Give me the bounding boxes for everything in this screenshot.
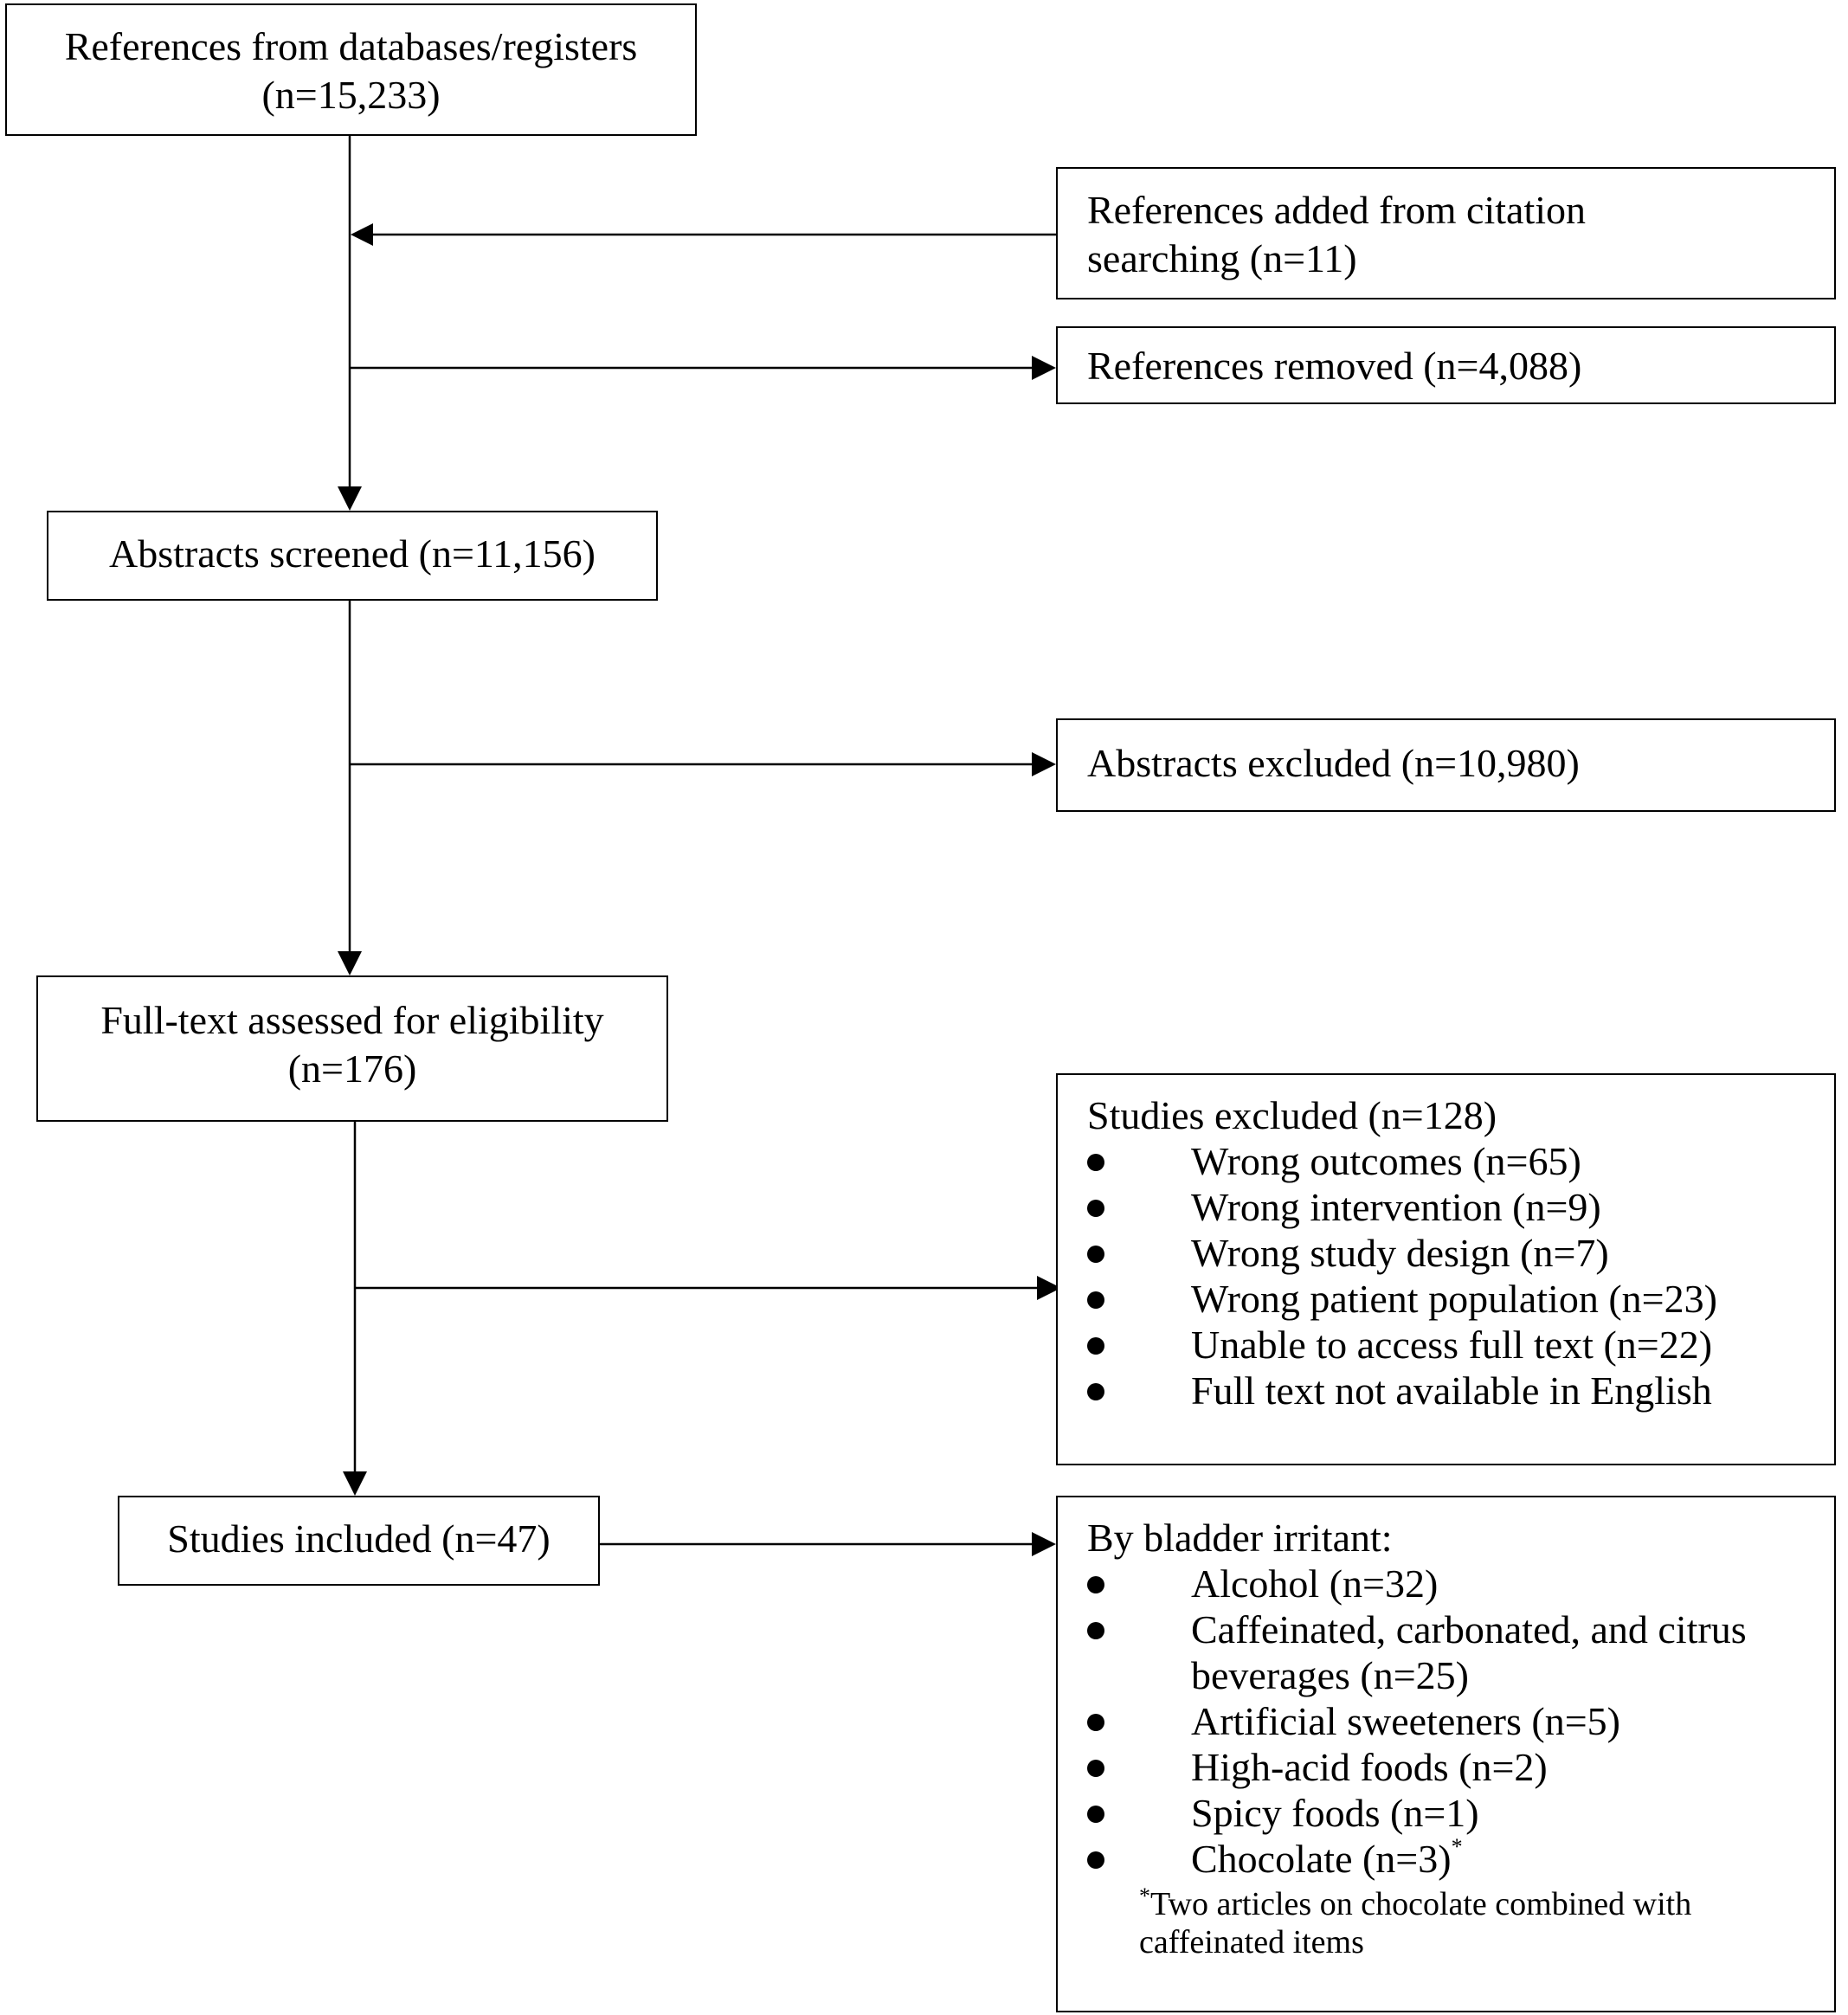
bullet-icon	[1087, 1622, 1104, 1639]
references-db-box	[5, 3, 697, 136]
list-item	[1058, 1698, 1834, 1744]
references-db-line1: References from databases/registers	[64, 24, 638, 68]
abstracts-screened-box	[47, 511, 658, 601]
list-item-text: Unable to access full text (n=22)	[1191, 1323, 1713, 1367]
list-item-text: Wrong intervention (n=9)	[1191, 1185, 1601, 1229]
arrowhead-left-citation	[351, 223, 373, 246]
bullet-icon	[1087, 1154, 1104, 1171]
bullet-icon	[1087, 1337, 1104, 1355]
chocolate-footnote-marker: *	[1451, 1834, 1463, 1859]
list-item	[1058, 1744, 1834, 1790]
list-item-text: Caffeinated, carbonated, and citrus	[1191, 1607, 1747, 1651]
list-item-text: High-acid foods (n=2)	[1191, 1745, 1548, 1789]
list-item-text: Wrong patient population (n=23)	[1191, 1277, 1717, 1321]
bullet-icon	[1087, 1806, 1104, 1823]
references-removed-text: References removed (n=4,088)	[1087, 344, 1582, 388]
list-item-text: Wrong study design (n=7)	[1191, 1231, 1609, 1275]
references-db-line2: (n=15,233)	[261, 73, 441, 117]
list-item	[1058, 1606, 1834, 1698]
by-irritant-box	[1056, 1496, 1836, 2012]
list-item	[1058, 1836, 1834, 1882]
references-removed-box	[1056, 326, 1836, 404]
abstracts-screened-text: Abstracts screened (n=11,156)	[109, 531, 596, 576]
bullet-icon	[1087, 1291, 1104, 1309]
arrowhead-down-fulltext	[338, 951, 362, 975]
arrowhead-down-included	[343, 1471, 367, 1496]
studies-included-box	[118, 1496, 600, 1586]
by-irritant-list	[1058, 1561, 1834, 1882]
bullet-icon	[1087, 1383, 1104, 1400]
fulltext-assessed-line1: Full-text assessed for eligibility	[100, 998, 604, 1042]
list-item	[1058, 1790, 1834, 1836]
list-item-text: Chocolate (n=3)	[1191, 1837, 1452, 1881]
arrowhead-down-screened	[338, 486, 362, 511]
footnote-line1: Two articles on chocolate combined with	[1150, 1886, 1692, 1922]
bullet-icon	[1087, 1576, 1104, 1593]
footnote-marker: *	[1139, 1883, 1150, 1909]
fulltext-assessed-line2: (n=176)	[287, 1046, 417, 1091]
bullet-icon	[1087, 1760, 1104, 1777]
bullet-icon	[1087, 1200, 1104, 1217]
list-item	[1058, 1184, 1834, 1230]
fulltext-assessed-box	[36, 975, 668, 1122]
studies-excluded-title: Studies excluded (n=128)	[1087, 1093, 1497, 1137]
list-item-text: Alcohol (n=32)	[1191, 1561, 1439, 1606]
list-item-continuation: beverages (n=25)	[1191, 1653, 1469, 1697]
arrowhead-right-abstracts-excluded	[1032, 752, 1056, 776]
list-item-text: Spicy foods (n=1)	[1191, 1791, 1479, 1835]
list-item	[1058, 1368, 1834, 1413]
citation-added-line1: References added from citation	[1087, 188, 1587, 232]
bullet-icon	[1087, 1246, 1104, 1263]
studies-excluded-box	[1056, 1073, 1836, 1465]
bullet-icon	[1087, 1851, 1104, 1869]
list-item	[1058, 1230, 1834, 1276]
list-item	[1058, 1276, 1834, 1322]
list-item	[1058, 1322, 1834, 1368]
studies-included-text: Studies included (n=47)	[167, 1516, 551, 1561]
studies-excluded-list	[1058, 1138, 1834, 1413]
list-item-text: Artificial sweeteners (n=5)	[1191, 1699, 1620, 1743]
arrowhead-right-irritant	[1032, 1532, 1056, 1556]
irritant-footnote	[1058, 1885, 1834, 1961]
citation-added-box	[1056, 167, 1836, 299]
list-item	[1058, 1561, 1834, 1606]
citation-added-line2: searching (n=11)	[1087, 236, 1357, 280]
bullet-icon	[1087, 1714, 1104, 1731]
list-item-text: Wrong outcomes (n=65)	[1191, 1139, 1581, 1183]
footnote-line2: caffeinated items	[1139, 1924, 1364, 1960]
abstracts-excluded-box	[1056, 718, 1836, 812]
list-item	[1058, 1138, 1834, 1184]
list-item-text: Full text not available in English	[1191, 1368, 1712, 1413]
arrowhead-right-removed	[1032, 356, 1056, 380]
abstracts-excluded-text: Abstracts excluded (n=10,980)	[1087, 741, 1580, 785]
by-irritant-title: By bladder irritant:	[1087, 1516, 1393, 1560]
